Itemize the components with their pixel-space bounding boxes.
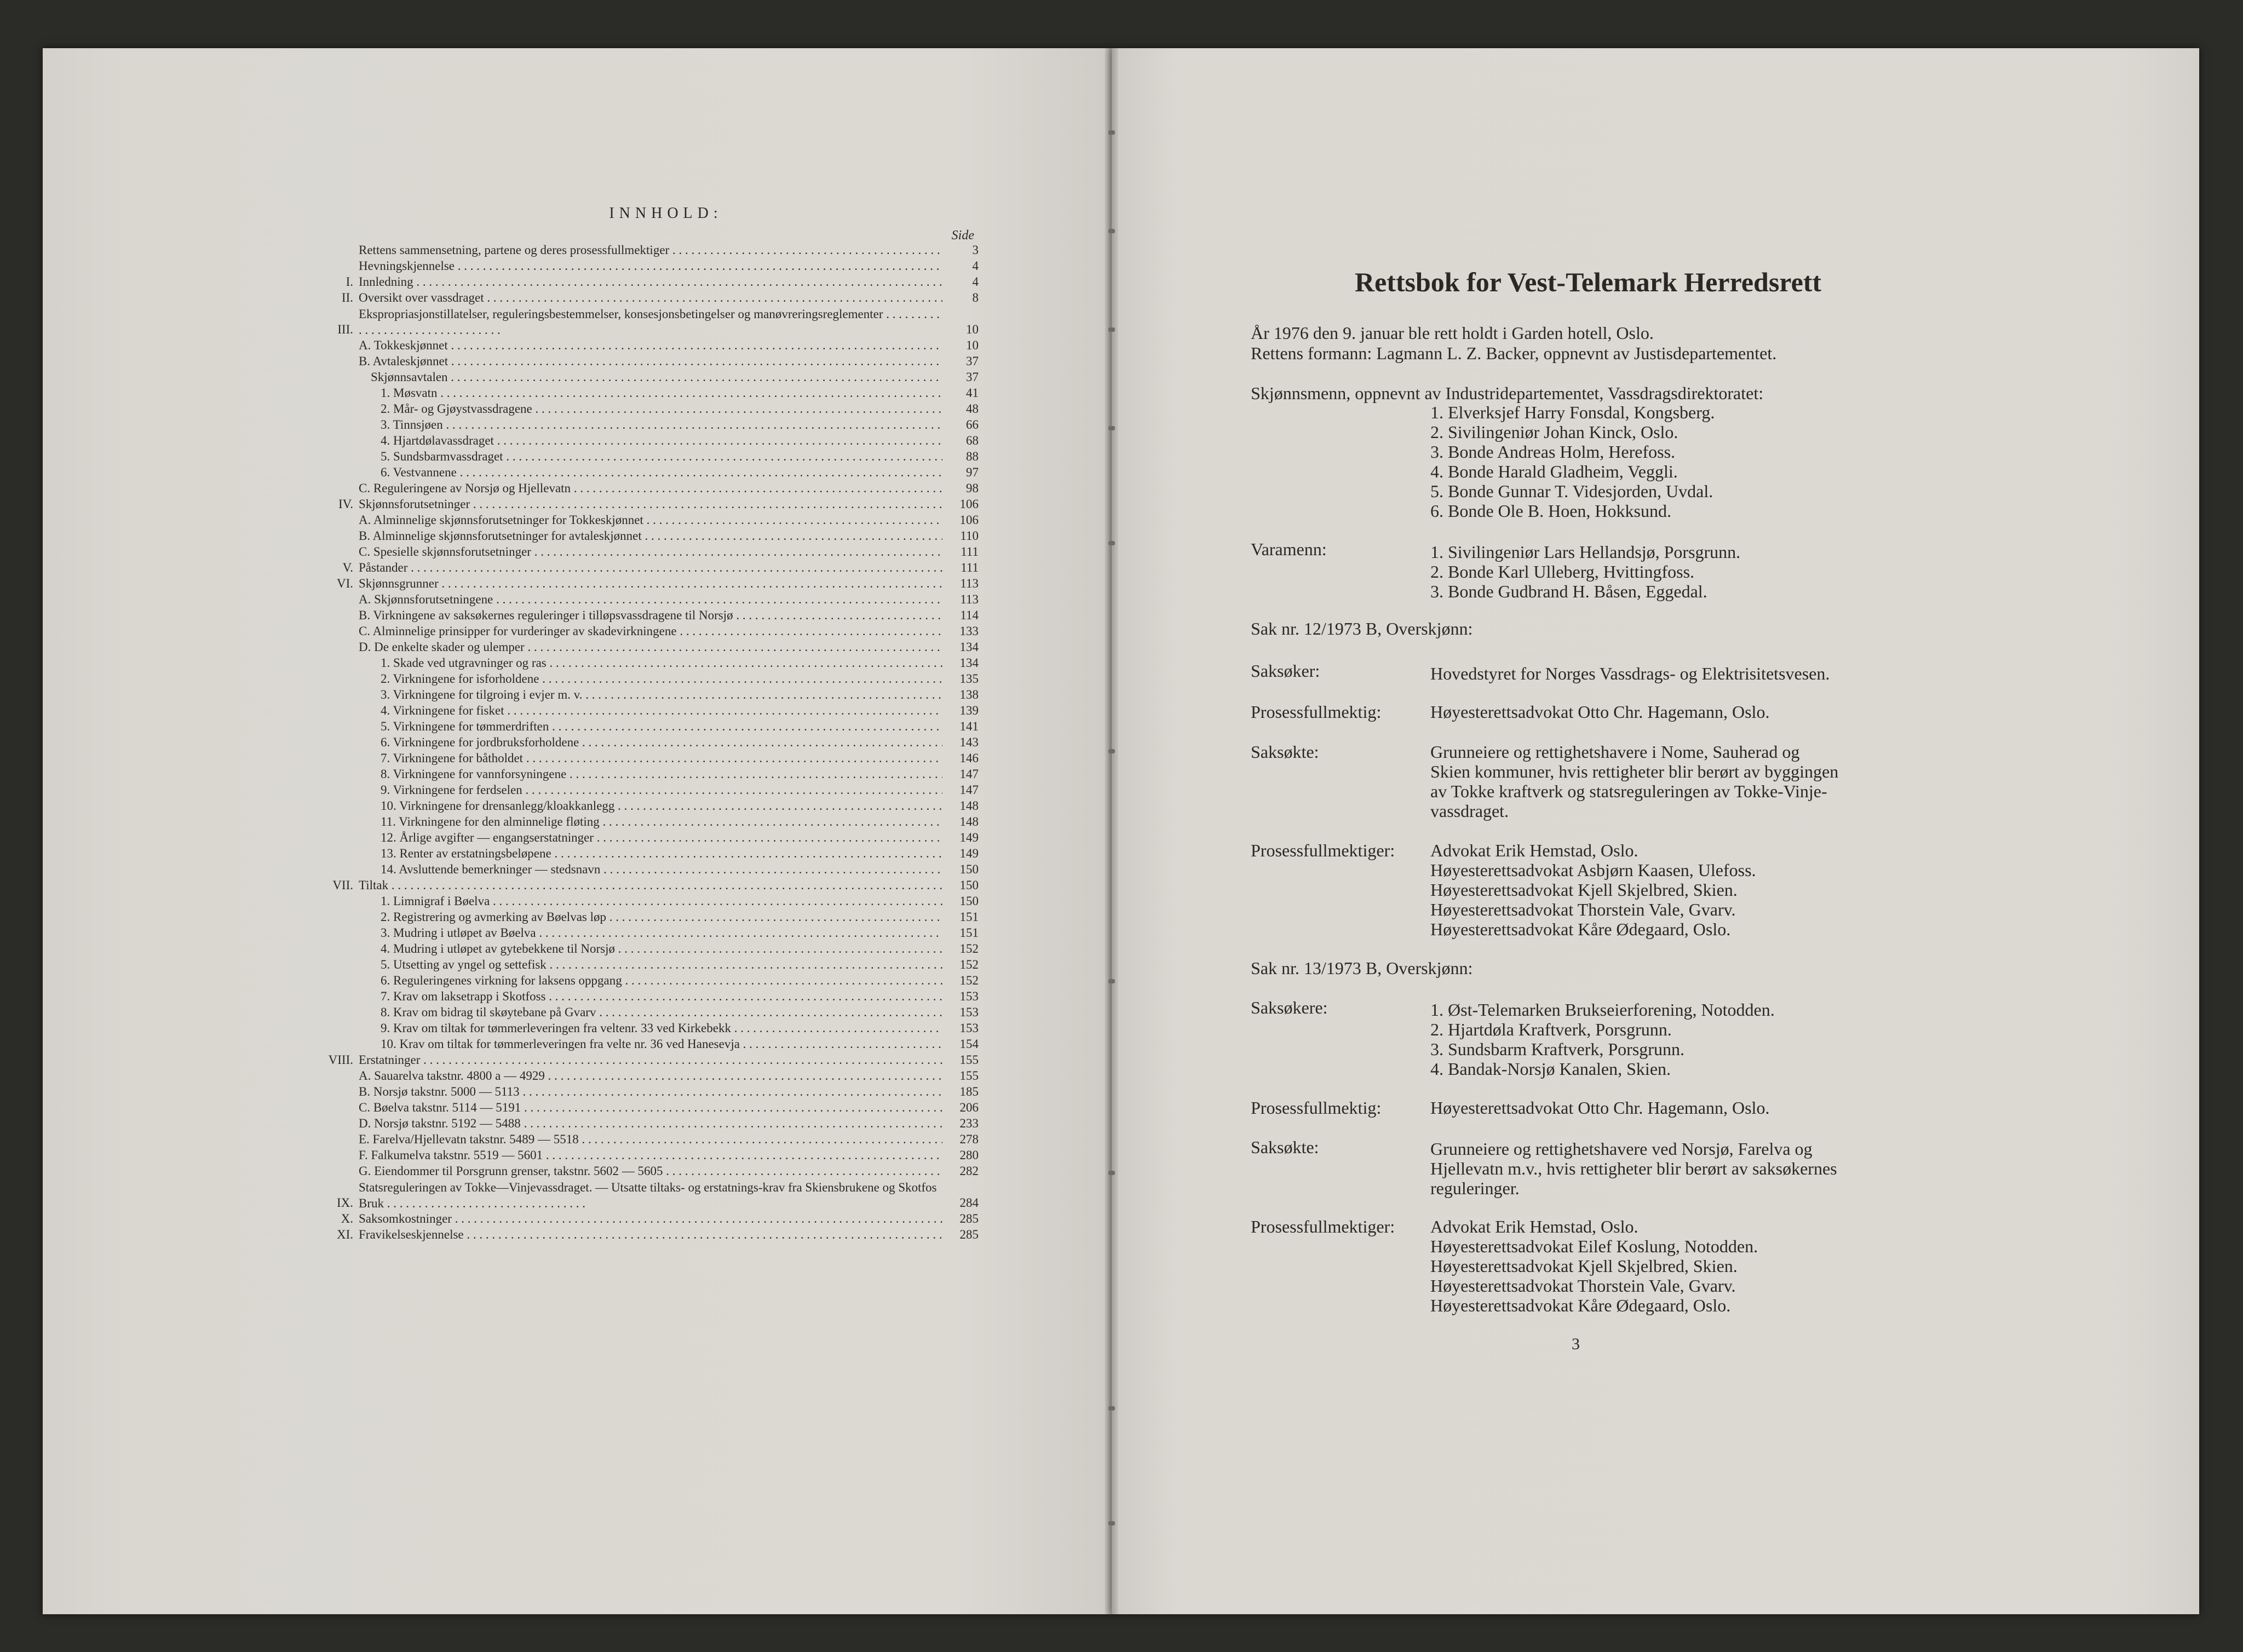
- toc-entry-number: III.: [337, 323, 353, 336]
- toc-entry-title: Skjønnsavtalen . . .: [359, 369, 942, 385]
- toc-entry-title: 9. Krav om tiltak for tømmerleveringen fra veltenr. 33 ved Kirkebekk . . .: [359, 1020, 942, 1037]
- toc-entry-page: 148: [959, 799, 979, 813]
- toc-entry-page: 147: [959, 767, 979, 781]
- varamenn-list: [1430, 542, 1740, 601]
- toc-entry-title: Erstatninger . . .: [359, 1052, 942, 1068]
- list-item: 1. Elverksjef Harry Fonsdal, Kongsberg.: [1430, 402, 1715, 422]
- page-number: 3: [1572, 1335, 1580, 1353]
- toc-entry-title: 6. Reguleringenes virkning for laksens oppgang . . .: [359, 972, 942, 989]
- toc-entry-title: Saksomkostninger . . .: [359, 1211, 942, 1227]
- toc-entry-title: 14. Avsluttende bemerkninger — stedsnavn . . .: [359, 861, 942, 878]
- toc-entries: [309, 243, 979, 1243]
- text-line: Grunneiere og rettighetshavere i Nome, Sauherad og: [1430, 742, 1800, 762]
- toc-entry-title: Statsreguleringen av Tokke—Vinjevassdraget. — Utsatte tiltaks- og erstatnings-krav fra Skiensbrukene og Skotfos Bruk . . .: [359, 1179, 942, 1211]
- toc-entry: [309, 989, 979, 1005]
- toc-entry: [309, 925, 979, 941]
- toc-entry-page: 152: [959, 958, 979, 971]
- toc-entry-title: Oversikt over vassdraget . . .: [359, 290, 942, 306]
- list-item: 1. Øst-Telemarken Brukseierforening, Notodden.: [1430, 1000, 1775, 1020]
- saksokte-value: [1430, 742, 1838, 821]
- list-item: 2. Bonde Karl Ulleberg, Hvittingfoss.: [1430, 562, 1695, 582]
- table-of-contents: [309, 205, 979, 1243]
- toc-entry-page: 152: [959, 974, 979, 987]
- toc-entry: [309, 306, 979, 338]
- intro-line: År 1976 den 9. januar ble rett holdt i Garden hotell, Oslo.: [1251, 323, 1654, 343]
- toc-entry-page: 106: [959, 513, 979, 527]
- toc-entry-title: A. Skjønnsforutsetningene . . .: [359, 591, 942, 608]
- saksokere-list: [1430, 1000, 1775, 1079]
- toc-entry-page: 151: [959, 910, 979, 924]
- saksokere-label: Saksøkere:: [1251, 998, 1328, 1017]
- saksokte-label: Saksøkte:: [1251, 742, 1319, 762]
- toc-entry: [309, 1227, 979, 1243]
- list-item: 2. Hjartdøla Kraftverk, Porsgrunn.: [1430, 1020, 1672, 1039]
- toc-entry-page: 278: [959, 1132, 979, 1146]
- toc-entry-page: 143: [959, 735, 979, 749]
- toc-entry: [309, 385, 979, 401]
- toc-entry-page: 37: [966, 370, 979, 384]
- toc-entry-page: 10: [966, 323, 979, 336]
- toc-entry-title: B. Norsjø takstnr. 5000 — 5113 . . .: [359, 1084, 942, 1100]
- toc-entry: [309, 608, 979, 624]
- intro-line: Rettens formann: Lagmann L. Z. Backer, oppnevnt av Justisdepartementet.: [1251, 343, 1777, 363]
- toc-entry-page: 284: [959, 1196, 979, 1210]
- toc-entry-title: Hevningskjennelse . . .: [359, 258, 942, 274]
- list-item: 2. Sivilingeniør Johan Kinck, Oslo.: [1430, 422, 1678, 442]
- toc-entry-page: 206: [959, 1101, 979, 1114]
- toc-entry: [309, 830, 979, 846]
- skjonnsmenn-list: [1430, 402, 1715, 521]
- toc-entry-title: 3. Virkningene for tilgroing i evjer m. v. . . .: [359, 687, 942, 703]
- prosessfullmektig-value: Høyesterettsadvokat Otto Chr. Hagemann, Oslo.: [1430, 702, 1770, 722]
- toc-entry: [309, 862, 979, 878]
- toc-entry: [309, 814, 979, 830]
- toc-entry-page: 155: [959, 1069, 979, 1083]
- toc-entry-number: I.: [346, 275, 353, 289]
- toc-entry-title: A. Tokkeskjønnet . . .: [359, 337, 942, 354]
- toc-entry-title: 10. Krav om tiltak for tømmerleveringen fra velte nr. 36 ved Hanesevja . . .: [359, 1036, 942, 1052]
- toc-entry-page: 141: [959, 719, 979, 733]
- list-item: Høyesterettsadvokat Thorstein Vale, Gvarv.: [1430, 1276, 1736, 1296]
- binding-stitch: [1108, 979, 1115, 983]
- toc-entry-title: Skjønnsforutsetninger . . .: [359, 496, 942, 513]
- toc-entry-page: 106: [959, 497, 979, 511]
- toc-entry-page: 48: [966, 402, 979, 416]
- toc-entry-page: 88: [966, 450, 979, 463]
- toc-entry: [309, 258, 979, 274]
- toc-entry-page: 147: [959, 783, 979, 797]
- toc-entry: [309, 290, 979, 306]
- toc-entry-page: 150: [959, 894, 979, 908]
- toc-entry-title: F. Falkumelva takstnr. 5519 — 5601 . . .: [359, 1147, 942, 1164]
- toc-entry-page: 8: [972, 291, 979, 304]
- list-item: 3. Sundsbarm Kraftverk, Porsgrunn.: [1430, 1039, 1684, 1059]
- toc-entry-page: 152: [959, 942, 979, 955]
- toc-entry: [309, 751, 979, 767]
- book-gutter: [1105, 48, 1118, 1614]
- toc-entry-page: 285: [959, 1212, 979, 1225]
- toc-entry-page: 154: [959, 1037, 979, 1051]
- text-line: vassdraget.: [1430, 801, 1509, 821]
- toc-entry-title: A. Alminnelige skjønnsforutsetninger for Tokkeskjønnet . . .: [359, 512, 942, 528]
- toc-entry-page: 68: [966, 434, 979, 447]
- text-line: reguleringer.: [1430, 1178, 1520, 1198]
- toc-entry-page: 3: [972, 243, 979, 257]
- toc-entry-number: IV.: [338, 497, 353, 511]
- toc-entry: [309, 497, 979, 513]
- toc-entry: [309, 1068, 979, 1084]
- toc-entry-title: 4. Virkningene for fisket . . .: [359, 703, 942, 719]
- toc-entry-title: 4. Hjartdølavassdraget . . .: [359, 433, 942, 449]
- toc-entry-page: 153: [959, 1021, 979, 1035]
- toc-entry-page: 110: [960, 529, 979, 543]
- saksoker-value: Hovedstyret for Norges Vassdrags- og Elektrisitetsvesen.: [1430, 664, 1830, 683]
- toc-entry-title: B. Virkningene av saksøkernes reguleringer i tilløpsvassdragene til Norsjø . . .: [359, 607, 942, 624]
- toc-entry-page: 41: [966, 386, 979, 400]
- toc-entry: [309, 576, 979, 592]
- toc-entry: [309, 767, 979, 782]
- binding-stitch: [1108, 1406, 1115, 1411]
- toc-entry-title: 10. Virkningene for drensanlegg/kloakkanlegg . . .: [359, 798, 942, 814]
- toc-entry-title: B. Alminnelige skjønnsforutsetninger for avtaleskjønnet . . .: [359, 528, 942, 544]
- toc-entry: [309, 370, 979, 385]
- toc-entry-page: 4: [972, 275, 979, 289]
- toc-entry: [309, 878, 979, 894]
- toc-entry: [309, 687, 979, 703]
- sak-heading: Sak nr. 12/1973 B, Overskjønn:: [1251, 619, 1473, 638]
- list-item: Høyesterettsadvokat Thorstein Vale, Gvarv.: [1430, 900, 1736, 919]
- skjonnsmenn-label: Skjønnsmenn, oppnevnt av Industridepartementet, Vassdragsdirektoratet:: [1251, 383, 1764, 403]
- list-item: Advokat Erik Hemstad, Oslo.: [1430, 1217, 1638, 1236]
- toc-entry-page: 114: [960, 608, 979, 622]
- list-item: 6. Bonde Ole B. Hoen, Hokksund.: [1430, 501, 1671, 521]
- toc-entry-title: 11. Virkningene for den alminnelige fløting . . .: [359, 814, 942, 830]
- list-item: 4. Bandak-Norsjø Kanalen, Skien.: [1430, 1059, 1671, 1079]
- toc-entry-page: 148: [959, 815, 979, 828]
- toc-entry-title: 13. Renter av erstatningsbeløpene . . .: [359, 845, 942, 862]
- toc-entry-title: 1. Møsvatn . . .: [359, 385, 942, 401]
- text-line: Skien kommuner, hvis rettigheter blir berørt av byggingen: [1430, 762, 1839, 781]
- binding-stitch: [1108, 130, 1115, 135]
- toc-entry: [309, 910, 979, 925]
- toc-entry-title: Innledning . . .: [359, 274, 942, 290]
- list-item: 1. Sivilingeniør Lars Hellandsjø, Porsgrunn.: [1430, 542, 1741, 562]
- toc-entry-page: 139: [959, 704, 979, 717]
- binding-stitch: [1108, 327, 1115, 332]
- list-item: Høyesterettsadvokat Eilef Koslung, Notodden.: [1430, 1236, 1758, 1256]
- toc-entry: [309, 338, 979, 354]
- toc-entry-page: 153: [959, 989, 979, 1003]
- toc-entry-title: D. De enkelte skader og ulemper . . .: [359, 639, 942, 655]
- toc-entry-title: G. Eiendommer til Porsgrunn grenser, takstnr. 5602 — 5605 . . .: [359, 1163, 942, 1179]
- toc-entry-title: C. Spesielle skjønnsforutsetninger . . .: [359, 544, 942, 560]
- toc-entry: [309, 671, 979, 687]
- toc-entry: [309, 528, 979, 544]
- toc-entry: [309, 465, 979, 481]
- prosessfullmektig-label: Prosessfullmektig:: [1251, 1098, 1382, 1118]
- toc-entry: [309, 719, 979, 735]
- toc-entry: [309, 640, 979, 655]
- toc-entry: [309, 1148, 979, 1164]
- toc-entry: [309, 735, 979, 751]
- list-item: Høyesterettsadvokat Kåre Ødegaard, Oslo.: [1430, 919, 1731, 939]
- list-item: 4. Bonde Harald Gladheim, Veggli.: [1430, 462, 1678, 481]
- toc-entry-title: Skjønnsgrunner . . .: [359, 575, 942, 592]
- toc-entry-number: X.: [341, 1212, 353, 1225]
- toc-entry-number: VI.: [336, 577, 353, 590]
- toc-entry-title: 1. Skade ved utgravninger og ras . . .: [359, 655, 942, 671]
- toc-entry-title: D. Norsjø takstnr. 5192 — 5488 . . .: [359, 1115, 942, 1132]
- toc-entry: [309, 973, 979, 989]
- toc-entry: [309, 592, 979, 608]
- toc-entry: [309, 1179, 979, 1211]
- toc-entry-page: 66: [966, 418, 979, 431]
- toc-entry: [309, 274, 979, 290]
- toc-entry-page: 285: [959, 1228, 979, 1241]
- toc-entry-page: 155: [959, 1053, 979, 1067]
- toc-entry-number: V.: [342, 561, 353, 574]
- toc-entry-title: Påstander . . .: [359, 560, 942, 576]
- toc-entry-page: 111: [961, 561, 979, 574]
- toc-entry-title: 6. Virkningene for jordbruksforholdene . . .: [359, 734, 942, 751]
- toc-entry-title: 1. Limnigraf i Bøelva . . .: [359, 893, 942, 910]
- toc-entry-title: 4. Mudring i utløpet av gytebekkene til Norsjø . . .: [359, 941, 942, 957]
- toc-entry-page: 97: [966, 465, 979, 479]
- toc-entry: [309, 798, 979, 814]
- prosessfullmektiger-label: Prosessfullmektiger:: [1251, 1217, 1395, 1236]
- list-item: Høyesterettsadvokat Kjell Skjelbred, Skien.: [1430, 880, 1738, 900]
- toc-entry-title: Ekspropriasjonstillatelser, reguleringsbestemmelser, konsesjonsbetingelser og manøvreringsreglementer . . .: [359, 306, 942, 338]
- binding-stitch: [1108, 229, 1115, 233]
- toc-entry-page: 282: [959, 1164, 979, 1178]
- list-item: 5. Bonde Gunnar T. Videsjorden, Uvdal.: [1430, 481, 1713, 501]
- toc-entry-page: 138: [959, 688, 979, 701]
- toc-entry-number: II.: [341, 291, 353, 304]
- toc-entry: [309, 624, 979, 640]
- toc-entry: [309, 1132, 979, 1148]
- toc-entry-title: Fravikelseskjennelse . . .: [359, 1227, 942, 1243]
- toc-entry-title: 7. Krav om laksetrapp i Skotfoss . . .: [359, 988, 942, 1005]
- toc-entry-title: A. Sauarelva takstnr. 4800 a — 4929 . . .: [359, 1068, 942, 1084]
- toc-entry: [309, 1052, 979, 1068]
- toc-entry: [309, 1037, 979, 1052]
- toc-entry-page: 233: [959, 1116, 979, 1130]
- toc-entry-title: Tiltak . . .: [359, 877, 942, 894]
- list-item: Høyesterettsadvokat Kjell Skjelbred, Skien.: [1430, 1256, 1738, 1276]
- saksoker-label: Saksøker:: [1251, 661, 1320, 681]
- binding-stitch: [1108, 426, 1115, 430]
- toc-entry-title: 9. Virkningene for ferdselen . . .: [359, 782, 942, 798]
- toc-entry-page: 135: [959, 672, 979, 686]
- toc-entry-page: 111: [961, 545, 979, 559]
- toc-entry-title: E. Farelva/Hjellevatn takstnr. 5489 — 5518 . . .: [359, 1131, 942, 1148]
- toc-entry-title: C. Bøelva takstnr. 5114 — 5191 . . .: [359, 1100, 942, 1116]
- page-title: Rettsbok for Vest-Telemark Herredsrett: [1354, 267, 1822, 297]
- toc-entry-title: 8. Krav om bidrag til skøytebane på Gvarv . . .: [359, 1004, 942, 1021]
- toc-entry-page: 98: [966, 481, 979, 495]
- toc-entry-page: 134: [959, 640, 979, 654]
- text-line: Hjellevatn m.v., hvis rettigheter blir berørt av saksøkernes: [1430, 1159, 1837, 1178]
- toc-entry: [309, 1116, 979, 1132]
- toc-entry-page: 134: [959, 656, 979, 670]
- toc-entry-title: C. Reguleringene av Norsjø og Hjellevatn . . .: [359, 480, 942, 497]
- toc-entry-title: 5. Utsetting av yngel og settefisk . . .: [359, 957, 942, 973]
- toc-entry-title: 5. Virkningene for tømmerdriften . . .: [359, 718, 942, 735]
- toc-entry-page: 153: [959, 1005, 979, 1019]
- toc-entry-page: 151: [959, 926, 979, 940]
- toc-entry-title: 3. Tinnsjøen . . .: [359, 417, 942, 433]
- toc-entry-title: 12. Årlige avgifter — engangserstatninger . . .: [359, 830, 942, 846]
- toc-entry-page: 146: [959, 751, 979, 765]
- text-line: av Tokke kraftverk og statsreguleringen av Tokke-Vinje-: [1430, 781, 1827, 801]
- toc-entry-number: VIII.: [328, 1053, 353, 1067]
- toc-entry: [309, 655, 979, 671]
- saksokte-value: [1430, 1139, 1837, 1198]
- toc-entry: [309, 449, 979, 465]
- toc-entry: [309, 354, 979, 370]
- toc-entry-title: 2. Registrering og avmerking av Bøelvas løp . . .: [359, 909, 942, 925]
- toc-entry-page: 185: [959, 1085, 979, 1098]
- toc-entry-title: 8. Virkningene for vannforsyningene . . .: [359, 766, 942, 782]
- list-item: Høyesterettsadvokat Asbjørn Kaasen, Ulefoss.: [1430, 860, 1756, 880]
- toc-entry: [309, 846, 979, 862]
- toc-entry: [309, 1084, 979, 1100]
- toc-entry-title: C. Alminnelige prinsipper for vurderinger av skadevirkningene . . .: [359, 623, 942, 640]
- sak-heading: Sak nr. 13/1973 B, Overskjønn:: [1251, 958, 1473, 978]
- saksokte-label: Saksøkte:: [1251, 1137, 1319, 1157]
- toc-entry-page: 150: [959, 862, 979, 876]
- toc-entry-page: 4: [972, 259, 979, 273]
- toc-entry-page: 150: [959, 878, 979, 892]
- toc-side-label: Side: [951, 228, 974, 243]
- toc-heading: INNHOLD:: [609, 205, 723, 222]
- toc-entry: [309, 1005, 979, 1021]
- toc-entry: [309, 703, 979, 719]
- toc-entry-title: B. Avtaleskjønnet . . .: [359, 353, 942, 370]
- toc-entry-title: 5. Sundsbarmvassdraget . . .: [359, 448, 942, 465]
- toc-entry: [309, 544, 979, 560]
- text-line: Grunneiere og rettighetshavere ved Norsjø, Farelva og: [1430, 1139, 1813, 1159]
- toc-entry-page: 113: [960, 577, 979, 590]
- toc-entry: [309, 941, 979, 957]
- toc-entry: [309, 1021, 979, 1037]
- toc-entry-number: IX.: [336, 1196, 353, 1210]
- toc-entry-page: 10: [966, 338, 979, 352]
- toc-entry-title: 6. Vestvannene . . .: [359, 464, 942, 481]
- binding-stitch: [1108, 749, 1115, 753]
- toc-entry: [309, 513, 979, 528]
- toc-entry: [309, 433, 979, 449]
- list-item: 3. Bonde Andreas Holm, Herefoss.: [1430, 442, 1676, 462]
- list-item: Høyesterettsadvokat Kåre Ødegaard, Oslo.: [1430, 1296, 1731, 1315]
- toc-entry-page: 113: [960, 592, 979, 606]
- binding-stitch: [1108, 1521, 1115, 1526]
- prosessfullmektig-label: Prosessfullmektig:: [1251, 702, 1382, 722]
- binding-stitch: [1108, 541, 1115, 545]
- toc-entry: [309, 782, 979, 798]
- binding-stitch: [1108, 1171, 1115, 1175]
- toc-entry-number: XI.: [336, 1228, 353, 1241]
- toc-entry: [309, 417, 979, 433]
- toc-entry: [309, 481, 979, 497]
- toc-entry: [309, 894, 979, 910]
- toc-entry: [309, 1100, 979, 1116]
- toc-entry-title: 2. Mår- og Gjøystvassdragene . . .: [359, 401, 942, 417]
- prosessfullmektig-value: Høyesterettsadvokat Otto Chr. Hagemann, Oslo.: [1430, 1098, 1770, 1118]
- prosessfullmektiger-label: Prosessfullmektiger:: [1251, 841, 1395, 860]
- prosessfullmektiger-list: [1430, 841, 1756, 939]
- toc-entry: [309, 1211, 979, 1227]
- toc-entry: [309, 560, 979, 576]
- toc-entry: [309, 957, 979, 973]
- toc-entry-number: VII.: [332, 878, 353, 892]
- list-item: 3. Bonde Gudbrand H. Båsen, Eggedal.: [1430, 582, 1707, 601]
- toc-entry: [309, 401, 979, 417]
- toc-entry-title: 2. Virkningene for isforholdene . . .: [359, 671, 942, 687]
- toc-entry-page: 149: [959, 831, 979, 844]
- toc-entry-title: 7. Virkningene for båtholdet . . .: [359, 750, 942, 767]
- toc-entry: [309, 243, 979, 258]
- toc-entry-page: 133: [959, 624, 979, 638]
- toc-entry-page: 149: [959, 847, 979, 860]
- list-item: Advokat Erik Hemstad, Oslo.: [1430, 841, 1638, 860]
- toc-entry-title: Rettens sammensetning, partene og deres prosessfullmektiger . . .: [359, 242, 942, 258]
- toc-entry-title: 3. Mudring i utløpet av Bøelva . . .: [359, 925, 942, 941]
- prosessfullmektiger-list: [1430, 1217, 1758, 1315]
- toc-entry: [309, 1164, 979, 1179]
- toc-entry-page: 37: [966, 354, 979, 368]
- varamenn-label: Varamenn:: [1251, 539, 1327, 559]
- toc-entry-page: 280: [959, 1148, 979, 1162]
